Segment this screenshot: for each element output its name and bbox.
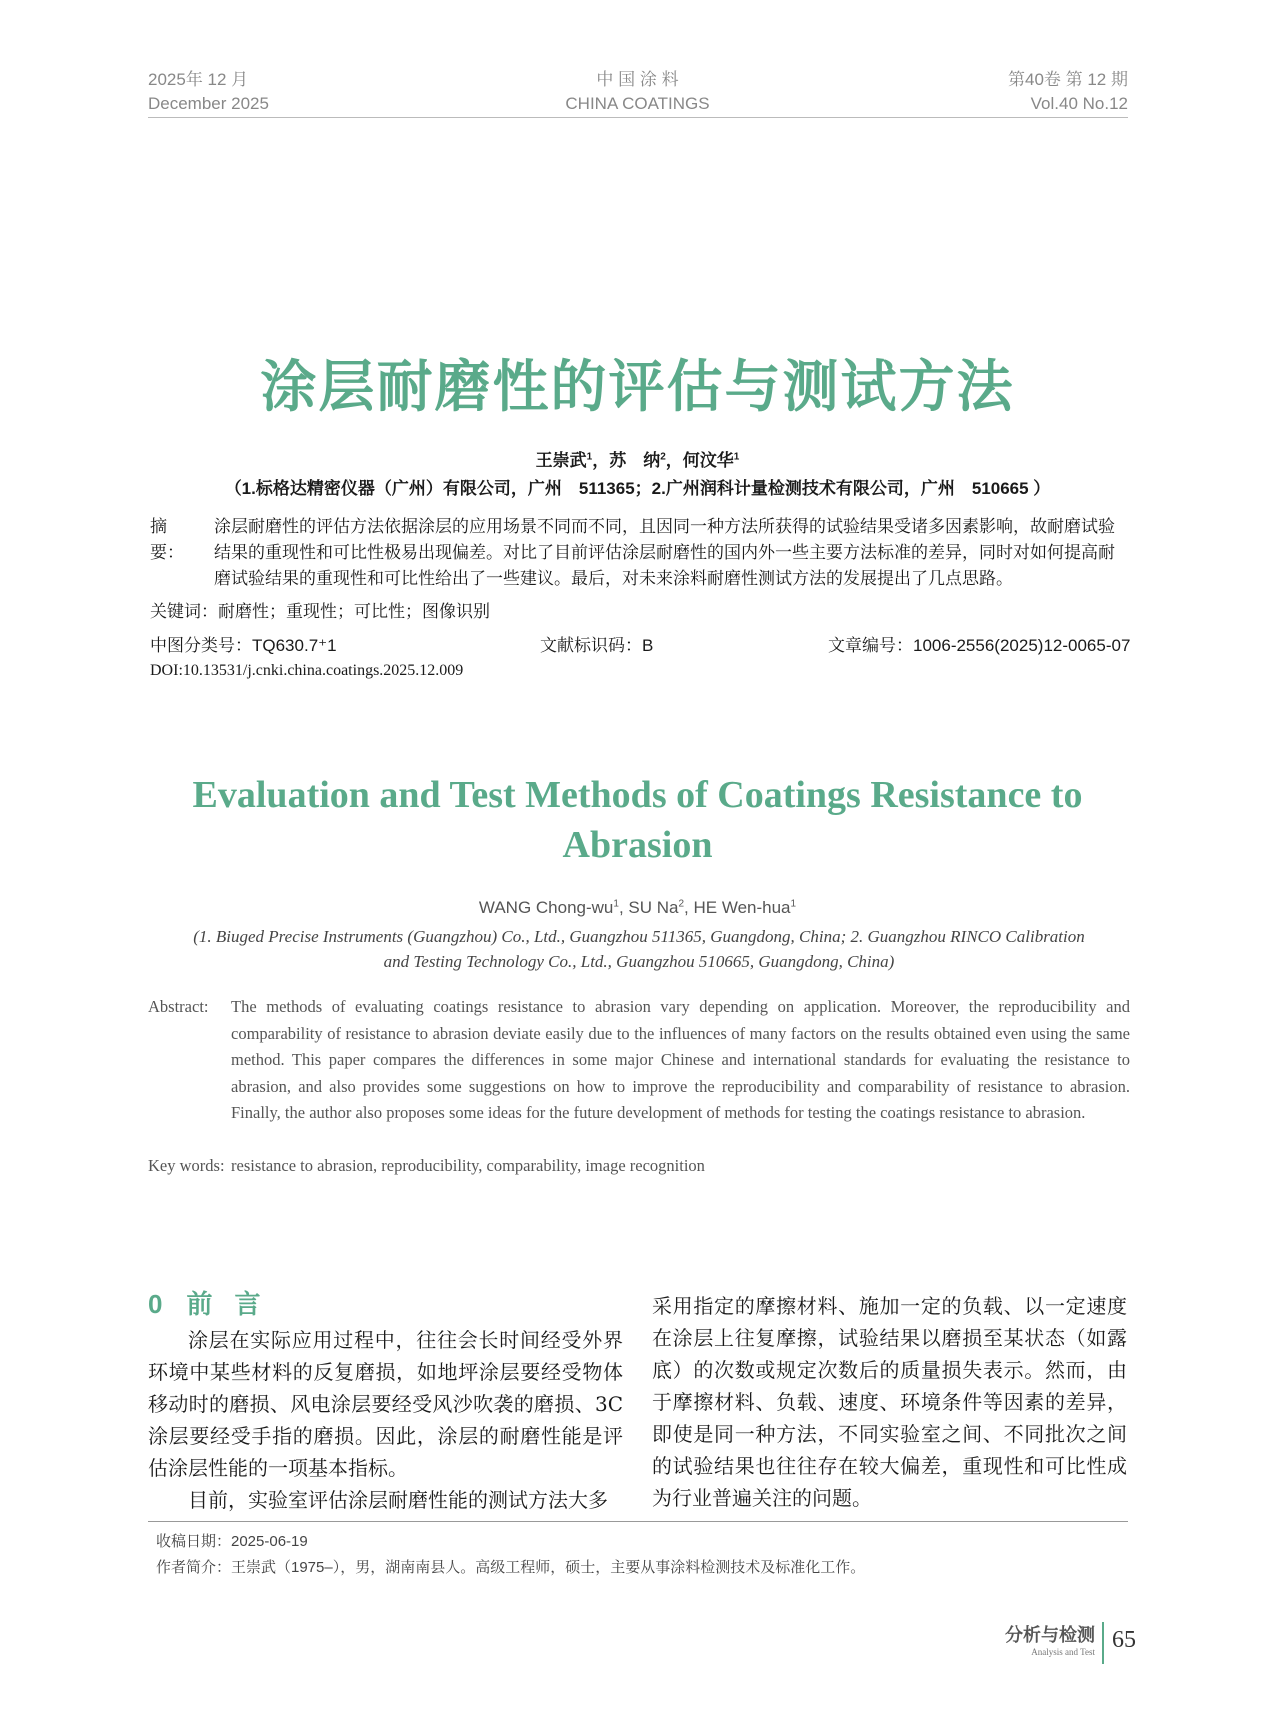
author-cn-2: ，苏 纳	[592, 451, 661, 470]
header-date-cn: 2025年 12 月	[148, 70, 249, 89]
keywords-cn: 关键词：耐磨性；重现性；可比性；图像识别	[150, 602, 490, 621]
footnote-divider	[148, 1521, 1128, 1522]
author-en-3: , HE Wen-hua	[684, 898, 791, 917]
abstract-en-label: Abstract:	[148, 997, 209, 1016]
paragraph-1: 涂层在实际应用过程中，往往会长时间经受外界环境中某些材料的反复磨损，如地坪涂层要经受物体移动时的磨损、风电涂层要经受风沙吹袭的磨损、3C涂层要经受手指的磨损。因此，涂层的耐磨性能是评估涂层性能的一项基本指标。	[148, 1328, 623, 1480]
page-section	[1005, 1621, 1095, 1657]
page-section-cn: 分析与检测	[1005, 1625, 1095, 1645]
abstract-en	[148, 994, 1130, 1127]
paragraph-2: 目前，实验室评估涂层耐磨性能的测试方法大多	[188, 1488, 608, 1512]
affiliation-en-line2: and Testing Technology Co., Ltd., Guangzhou 510665, Guangdong, China)	[383, 952, 895, 971]
title-en-line2: Abrasion	[562, 824, 713, 866]
header-journal-cn: 中 国 涂 料	[596, 70, 679, 89]
abstract-cn-text: 涂层耐磨性的评估方法依据涂层的应用场景不同而不同，且因同一种方法所获得的试验结果受诸多因素影响，故耐磨试验结果的重现性和可比性极易出现偏差。对比了目前评估涂层耐磨性的国内外一些主要方法标准的差异，同时对如何提高耐磨试验结果的重现性和可比性给出了一些建议。最后，对未来涂料耐磨性测试方法的发展提出了几点思路。	[214, 517, 1115, 588]
author-bio: 作者简介：王崇武（1975–），男，湖南南县人。高级工程师，硕士，主要从事涂料检测技术及标准化工作。	[156, 1559, 866, 1576]
title-en	[0, 770, 1275, 870]
page-section-en: Analysis and Test	[1031, 1647, 1095, 1657]
body-column-right	[652, 1290, 1127, 1514]
page-number-divider	[1102, 1622, 1104, 1664]
author-en-2-sup: 2	[678, 898, 685, 910]
header-issue	[1008, 68, 1128, 116]
title-en-line1: Evaluation and Test Methods of Coatings Resistance to	[192, 774, 1083, 816]
author-cn-3: ，何汶华	[665, 451, 734, 470]
authors-cn	[0, 446, 1275, 471]
header-issue-cn: 第40卷 第 12 期	[1008, 70, 1128, 89]
author-cn-1-sup: 1	[586, 451, 593, 463]
affiliation-en	[148, 924, 1130, 974]
paragraph-2-continued: 采用指定的摩擦材料、施加一定的负载、以一定速度在涂层上往复摩擦，试验结果以磨损至某状态（如露底）的次数或规定次数后的质量损失表示。然而，由于摩擦材料、负载、速度、环境条件等因素的差异，即使是同一种方法，不同实验室之间、不同批次之间的试验结果也往往存在较大偏差，重现性和可比性成为行业普遍关注的问题。	[652, 1294, 1127, 1510]
author-en-3-sup: 1	[790, 898, 797, 910]
affiliation-en-line1: (1. Biuged Precise Instruments (Guangzhou) Co., Ltd., Guangzhou 511365, Guangdong, China; 2. Guangzhou RINCO Calibration	[193, 927, 1085, 946]
header-date-en: December 2025	[148, 94, 269, 113]
author-en-1: WANG Chong-wu	[478, 898, 614, 917]
clc-number: 中图分类号：TQ630.7⁺1	[150, 636, 337, 655]
body-column-left	[148, 1324, 623, 1516]
affiliation-cn: （1.标格达精密仪器（广州）有限公司，广州 511365；2.广州润科计量检测技术有限公司，广州 510665 ）	[224, 479, 1051, 498]
author-en-2: , SU Na	[618, 898, 679, 917]
author-cn-3-sup: 1	[733, 451, 740, 463]
keywords-en-label: Key words:	[148, 1156, 225, 1175]
document-code: 文献标识码：B	[540, 636, 654, 655]
section-title: 前言	[186, 1289, 283, 1319]
author-cn-2-sup: 2	[660, 451, 666, 463]
abstract-cn-label: 摘 要：	[150, 517, 184, 562]
page-number: 65	[1112, 1627, 1136, 1653]
section-heading	[148, 1284, 282, 1321]
title-cn: 涂层耐磨性的评估与测试方法	[260, 355, 1015, 418]
author-cn-1: 王崇武	[535, 451, 587, 470]
article-number: 文章编号：1006-2556(2025)12-0065-07	[828, 636, 1131, 655]
header-issue-en: Vol.40 No.12	[1030, 94, 1128, 113]
doi: DOI:10.13531/j.cnki.china.coatings.2025.12.009	[150, 662, 464, 679]
section-number: 0	[148, 1289, 163, 1319]
authors-en	[0, 898, 1275, 918]
header-divider	[148, 117, 1128, 118]
keywords-en-text: resistance to abrasion, reproducibility, comparability, image recognition	[231, 1156, 705, 1175]
keywords-en	[148, 1156, 705, 1176]
author-en-1-sup: 1	[613, 898, 619, 910]
abstract-cn	[150, 514, 1130, 592]
header-journal-en: CHINA COATINGS	[565, 94, 710, 113]
abstract-en-text: The methods of evaluating coatings resistance to abrasion vary depending on application. Moreover, the reproducibility and comparability of resistance to abrasion deviate easily due to the influences of many factors on the results obtained even using the same method. This paper compares the differences in some major Chinese and international standards for evaluating the resistance to abrasion, and also provides some suggestions on how to improve the reproducibility and comparability of resistance to abrasion. Finally, the author also proposes some ideas for the future development of methods for testing the coatings resistance to abrasion.	[231, 997, 1130, 1122]
received-date: 收稿日期：2025-06-19	[156, 1533, 308, 1550]
